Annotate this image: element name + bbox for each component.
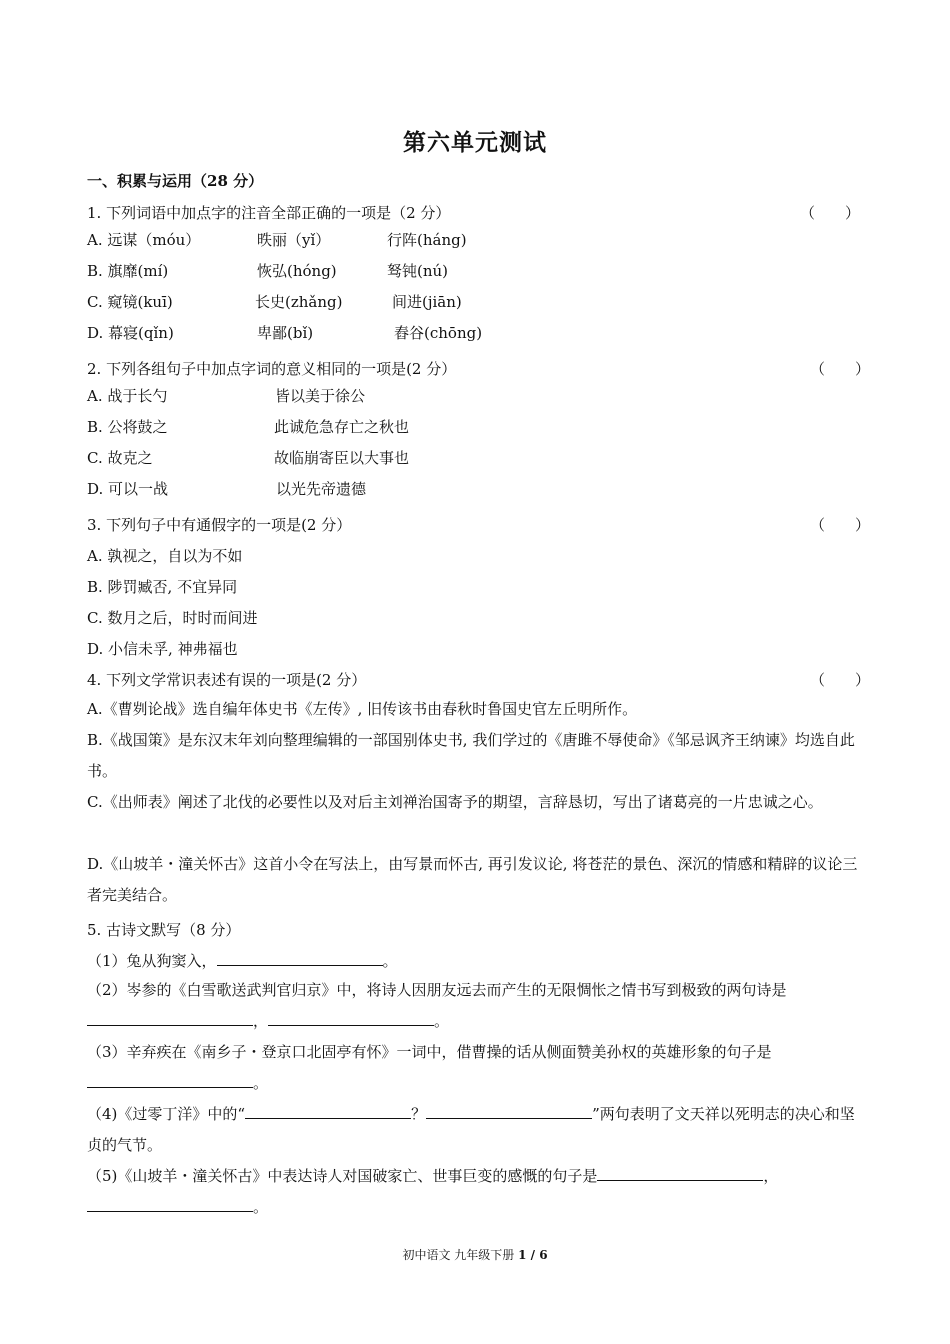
answer-bracket: （ ） xyxy=(810,671,871,689)
q4-option-d: D.《山坡羊・潼关怀古》这首小令在写法上，由写景而怀古, 再引发议论, 将苍茫的景色、深沉的情感和精辟的议论三者完美结合。 xyxy=(87,855,858,904)
q2-a-1: A. 战于长勺 xyxy=(87,387,168,405)
q1-d-2: 卑鄙(bǐ) xyxy=(257,324,314,342)
q1-a-2: 昳丽（yǐ） xyxy=(257,231,331,249)
answer-blank[interactable] xyxy=(87,1196,253,1212)
q1-c-3: 间进(jiān) xyxy=(392,293,462,311)
q2-row-b xyxy=(87,416,867,436)
q3-option-d: D. 小信未孚, 神弗福也 xyxy=(87,640,238,658)
answer-blank[interactable] xyxy=(597,1165,763,1181)
q1-c-2: 长史(zhǎng) xyxy=(255,293,343,311)
q1-a-1: A. 远谋（móu） xyxy=(87,231,201,249)
answer-bracket: （ ） xyxy=(810,360,871,378)
q1-c-1: C. 窥镜(kuī) xyxy=(87,293,173,311)
q5-item-4: （4)《过零丁洋》中的“ ？ ”两句表明了文天祥以死明志的决心和坚贞的气节。 xyxy=(87,1105,855,1154)
q1-row-d xyxy=(87,322,867,342)
q1-d-3: 舂谷(chōng) xyxy=(394,324,483,342)
footer-subject: 初中语文 九年级下册 xyxy=(402,1248,515,1262)
answer-bracket: （ ） xyxy=(810,516,871,534)
answer-blank[interactable] xyxy=(245,1103,411,1119)
q2-row-a xyxy=(87,385,867,405)
q5-item-1: （1）兔从狗窦入， 。 xyxy=(87,952,398,970)
q5-item-3: （3）辛弃疾在《南乡子・登京口北固亭有怀》一词中，借曹操的话从侧面赞美孙权的英雄形象的句子是 。 xyxy=(87,1043,772,1092)
q2-row-d xyxy=(87,478,867,498)
q1-a-3: 行阵(háng) xyxy=(387,231,467,249)
q2-row-c xyxy=(87,447,867,467)
q1-row-b xyxy=(87,260,867,280)
q3-option-c: C. 数月之后，时时而间进 xyxy=(87,609,258,627)
q1-row-a xyxy=(87,229,867,249)
page-title: 第六单元测试 xyxy=(403,129,547,156)
q1-b-2: 恢弘(hóng) xyxy=(257,262,337,280)
q2-d-1: D. 可以一战 xyxy=(87,480,169,498)
question-5-stem: 5. 古诗文默写（8 分） xyxy=(87,921,241,939)
answer-blank[interactable] xyxy=(426,1103,592,1119)
q4-option-a: A.《曹刿论战》选自编年体史书《左传》, 旧传该书由春秋时鲁国史官左丘明所作。 xyxy=(87,700,638,718)
q3-option-b: B. 陟罚臧否, 不宜异同 xyxy=(87,578,238,596)
section-heading: 一、积累与运用（28 分） xyxy=(87,172,264,190)
q3-option-a: A. 孰视之，自以为不如 xyxy=(87,547,243,565)
page-number: 1 / 6 xyxy=(518,1248,548,1262)
q2-c-1: C. 故克之 xyxy=(87,449,153,467)
q1-d-1: D. 幕寝(qǐn) xyxy=(87,324,174,342)
q1-row-c xyxy=(87,291,867,311)
q2-a-2: 皆以美于徐公 xyxy=(275,387,366,405)
answer-blank[interactable] xyxy=(268,1010,434,1026)
q5-item-2: （2）岑参的《白雪歌送武判官归京》中，将诗人因朋友远去而产生的无限惆怅之情书写到极致的两句诗是 ， 。 xyxy=(87,981,787,1030)
answer-bracket: （ ） xyxy=(800,204,861,222)
answer-blank[interactable] xyxy=(217,950,383,966)
q2-b-1: B. 公将鼓之 xyxy=(87,418,168,436)
q2-c-2: 故临崩寄臣以大事也 xyxy=(274,449,410,467)
question-3-stem: 3. 下列句子中有通假字的一项是(2 分） xyxy=(87,516,352,534)
q2-d-2: 以光先帝遗德 xyxy=(276,480,367,498)
question-1-stem: 1. 下列词语中加点字的注音全部正确的一项是（2 分） xyxy=(87,204,451,222)
q4-option-b: B.《战国策》是东汉末年刘向整理编辑的一部国别体史书, 我们学过的《唐雎不辱使命》《邹忌讽齐王纳谏》均选自此书。 xyxy=(87,731,855,780)
question-4-stem: 4. 下列文学常识表述有误的一项是(2 分） xyxy=(87,671,367,689)
q1-b-3: 驽钝(nú) xyxy=(387,262,449,280)
answer-blank[interactable] xyxy=(87,1010,253,1026)
q1-b-1: B. 旗靡(mí) xyxy=(87,262,169,280)
q4-option-c: C.《出师表》阐述了北伐的必要性以及对后主刘禅治国寄予的期望，言辞恳切，写出了诸葛亮的一片忠诚之心。 xyxy=(87,793,823,811)
q2-b-2: 此诚危急存亡之秋也 xyxy=(274,418,410,436)
answer-blank[interactable] xyxy=(87,1072,253,1088)
page-footer xyxy=(0,1246,950,1263)
question-2-stem: 2. 下列各组句子中加点字词的意义相同的一项是(2 分） xyxy=(87,360,457,378)
q5-item-5: （5)《山坡羊・潼关怀古》中表达诗人对国破家亡、世事巨变的感慨的句子是 ， 。 xyxy=(87,1167,779,1216)
